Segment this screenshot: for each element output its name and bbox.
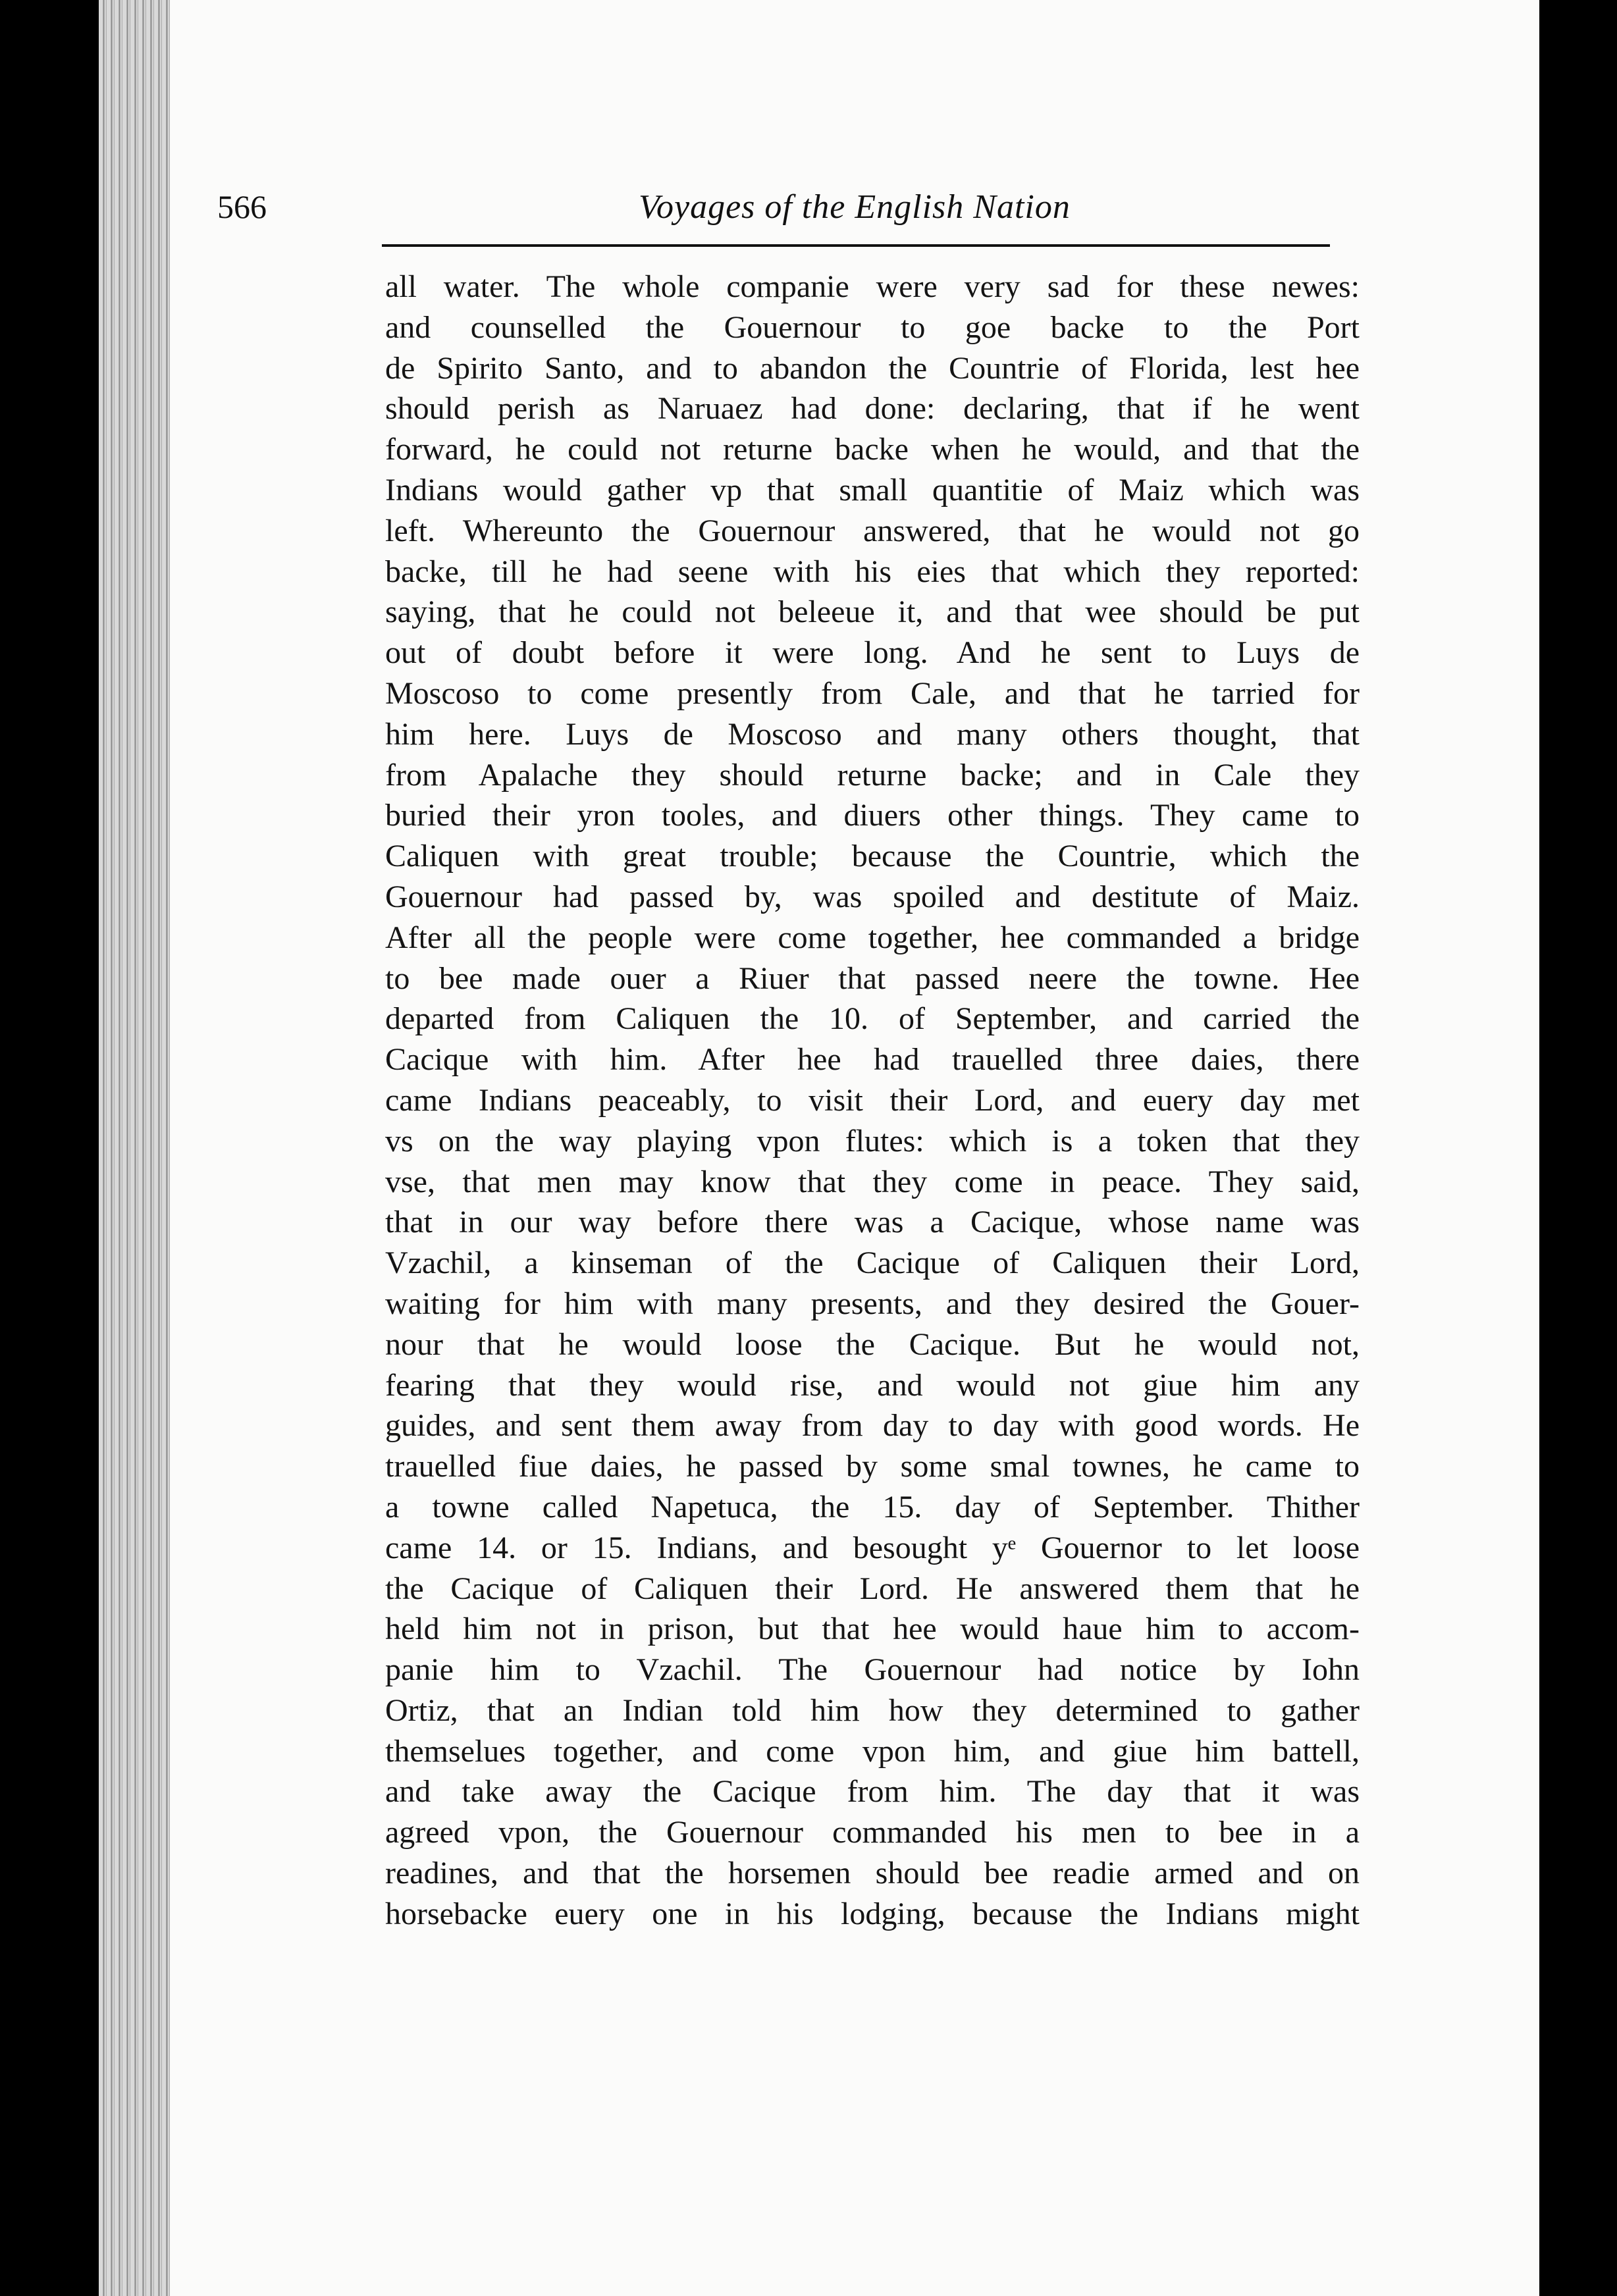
text-line: saying, that he could not beleeue it, and that wee should be put xyxy=(385,594,1360,630)
text-line: from Apalache they should returne backe; and in Cale they xyxy=(385,757,1360,793)
header-rule xyxy=(382,244,1330,247)
text-line: guides, and sent them away from day to day with good words. He xyxy=(385,1408,1360,1444)
text-line: themselues together, and come vpon him, and giue him battell, xyxy=(385,1733,1360,1769)
text-line: agreed vpon, the Gouernour commanded his men to bee in a xyxy=(385,1815,1360,1850)
text-line: Indians would gather vp that small quantitie of Maiz which was xyxy=(385,472,1360,508)
text-line: Moscoso to come presently from Cale, and that he tarried for xyxy=(385,675,1360,711)
text-line: departed from Caliquen the 10. of September, and carried the xyxy=(385,1001,1360,1037)
text-line: came Indians peaceably, to visit their Lord, and euery day met xyxy=(385,1082,1360,1118)
text-line: and take away the Cacique from him. The day that it was xyxy=(385,1774,1360,1810)
scan-border xyxy=(1539,0,1617,2296)
text-line: backe, till he had seene with his eies that which they reported: xyxy=(385,554,1360,589)
text-line: waiting for him with many presents, and they desired the Gouer- xyxy=(385,1286,1360,1321)
text-line: the Cacique of Caliquen their Lord. He answered them that he xyxy=(385,1571,1360,1606)
text-line: left. Whereunto the Gouernour answered, that he would not go xyxy=(385,513,1360,548)
text-line: that in our way before there was a Cacique, whose name was xyxy=(385,1205,1360,1240)
text-line: a towne called Napetuca, the 15. day of September. Thither xyxy=(385,1489,1360,1525)
text-line: trauelled fiue daies, he passed by some smal townes, he came to xyxy=(385,1449,1360,1484)
text-line: After all the people were come together, hee commanded a bridge xyxy=(385,920,1360,955)
text-line: Ortiz, that an Indian told him how they determined to gather xyxy=(385,1692,1360,1728)
text-line: and counselled the Gouernour to goe backe to the Port xyxy=(385,309,1360,345)
text-line: out of doubt before it were long. And he sent to Luys de xyxy=(385,635,1360,671)
text-line: to bee made ouer a Riuer that passed neere the towne. Hee xyxy=(385,960,1360,996)
running-head xyxy=(217,188,1389,240)
text-line: Caliquen with great trouble; because the Countrie, which the xyxy=(385,839,1360,874)
text-line: buried their yron tooles, and diuers other things. They came to xyxy=(385,798,1360,833)
page-number: 566 xyxy=(217,188,267,225)
text-line: held him not in prison, but that hee would haue him to accom- xyxy=(385,1611,1360,1647)
text-line: horsebacke euery one in his lodging, because the Indians might xyxy=(385,1896,1360,1931)
text-line: should perish as Naruaez had done: declaring, that if he went xyxy=(385,391,1360,427)
text-line: panie him to Vzachil. The Gouernour had notice by Iohn xyxy=(385,1652,1360,1688)
text-line: de Spirito Santo, and to abandon the Countrie of Florida, lest hee xyxy=(385,350,1360,386)
text-line: Cacique with him. After hee had trauelled three daies, there xyxy=(385,1042,1360,1078)
text-line: all water. The whole companie were very sad for these newes: xyxy=(385,269,1360,304)
book-gutter xyxy=(99,0,171,2296)
text-line: vse, that men may know that they come in peace. They said, xyxy=(385,1164,1360,1199)
text-line: Vzachil, a kinseman of the Cacique of Caliquen their Lord, xyxy=(385,1245,1360,1281)
text-line: him here. Luys de Moscoso and many others thought, that xyxy=(385,716,1360,752)
body-text xyxy=(385,267,1360,1935)
text-line: Gouernour had passed by, was spoiled and destitute of Maiz. xyxy=(385,879,1360,914)
text-line: nour that he would loose the Cacique. But he would not, xyxy=(385,1326,1360,1362)
text-line: readines, and that the horsemen should bee readie armed and on xyxy=(385,1856,1360,1891)
text-line: forward, he could not returne backe when he would, and that the xyxy=(385,432,1360,467)
text-line: came 14. or 15. Indians, and besought yᵉ Gouernor to let loose xyxy=(385,1530,1360,1565)
text-line: vs on the way playing vpon flutes: which is a token that they xyxy=(385,1123,1360,1159)
page-title: Voyages of the English Nation xyxy=(639,188,1071,226)
text-line: fearing that they would rise, and would not giue him any xyxy=(385,1367,1360,1403)
